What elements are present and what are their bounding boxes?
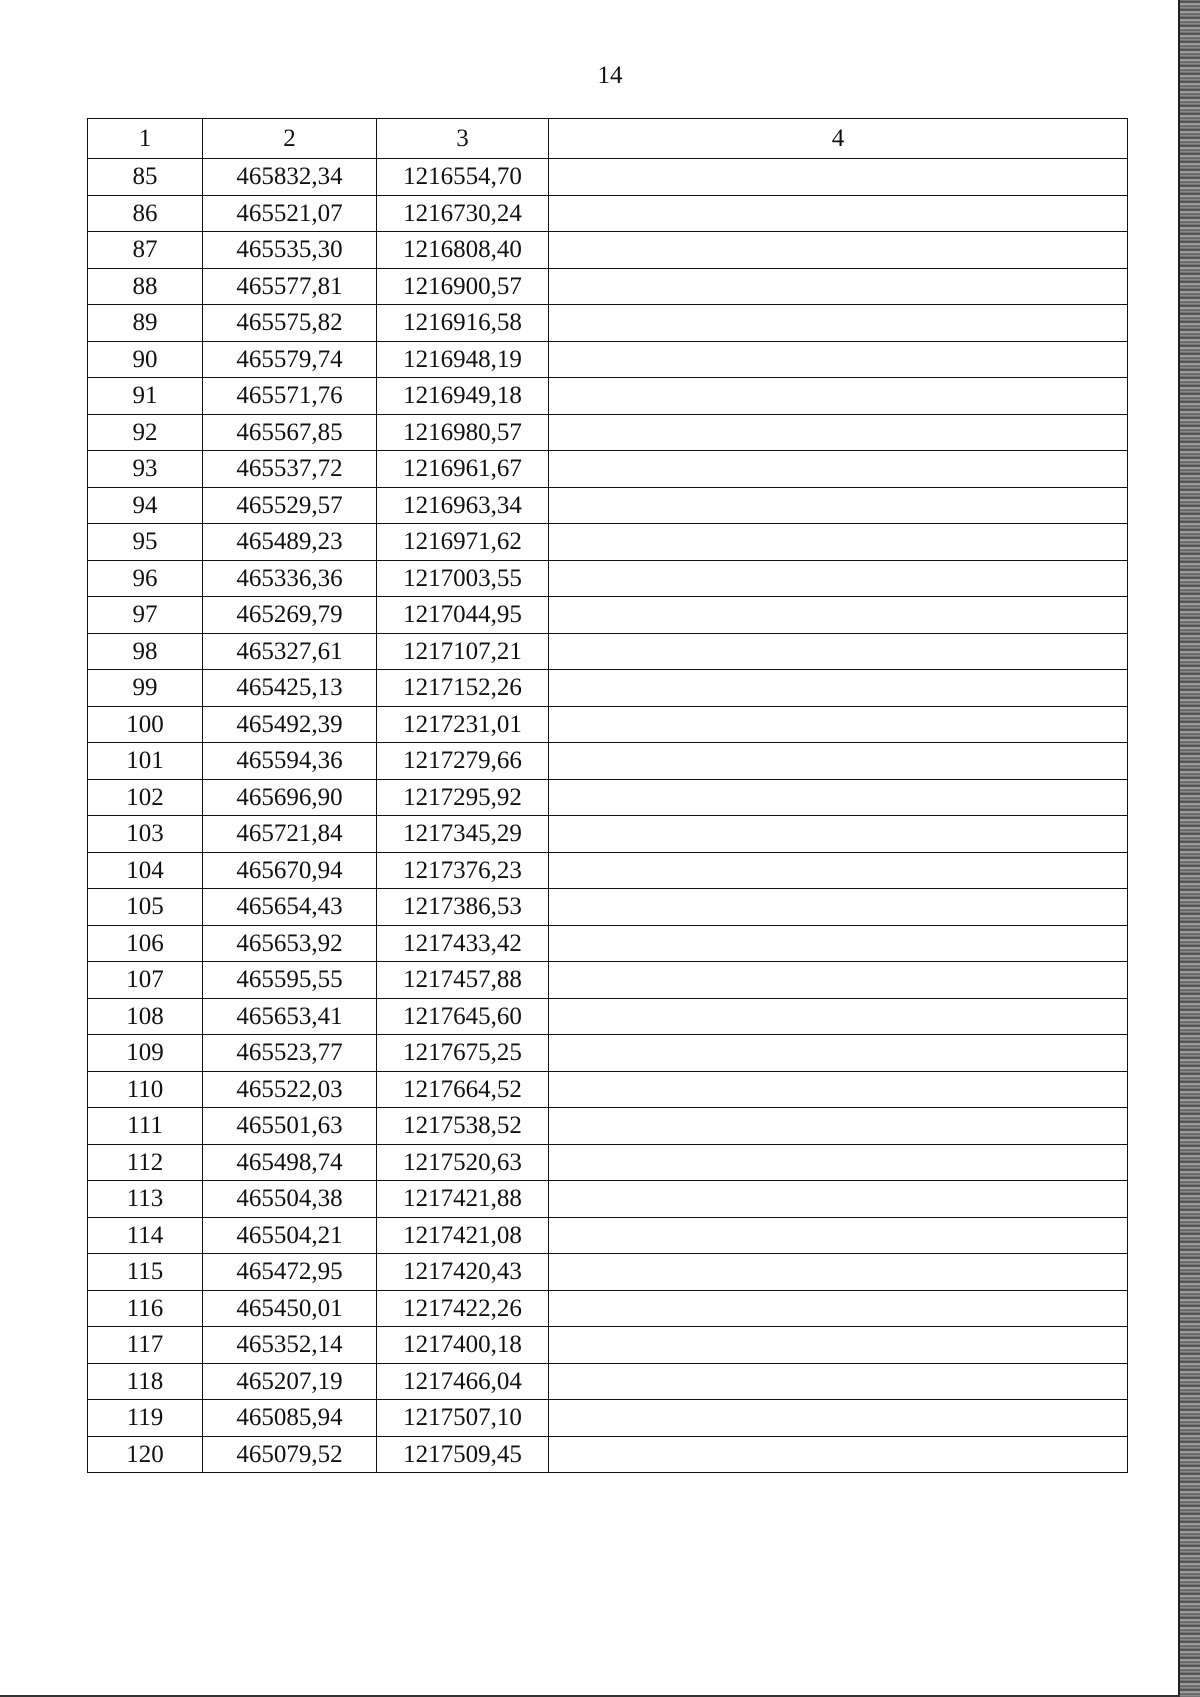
table-cell: 465498,74	[203, 1144, 377, 1181]
scan-edge-strip	[1178, 0, 1200, 1697]
header-cell: 3	[377, 119, 549, 159]
table-row	[88, 925, 1128, 962]
table-cell: 1217421,08	[377, 1217, 549, 1254]
table-cell	[549, 195, 1128, 232]
table-row	[88, 816, 1128, 853]
table-cell: 1217457,88	[377, 962, 549, 999]
table-row	[88, 597, 1128, 634]
table-cell	[549, 1108, 1128, 1145]
table-cell: 97	[88, 597, 203, 634]
table-cell: 465579,74	[203, 341, 377, 378]
table-cell: 1217664,52	[377, 1071, 549, 1108]
table-cell: 95	[88, 524, 203, 561]
table-cell	[549, 597, 1128, 634]
table-cell	[549, 1071, 1128, 1108]
table-cell: 465654,43	[203, 889, 377, 926]
table-row	[88, 1071, 1128, 1108]
table-cell: 85	[88, 159, 203, 196]
table-cell: 465567,85	[203, 414, 377, 451]
table-cell: 465352,14	[203, 1327, 377, 1364]
table-cell	[549, 1327, 1128, 1364]
table-row	[88, 779, 1128, 816]
table-cell: 1217433,42	[377, 925, 549, 962]
table-cell: 465523,77	[203, 1035, 377, 1072]
table-row	[88, 852, 1128, 889]
table-cell: 1216948,19	[377, 341, 549, 378]
table-cell	[549, 451, 1128, 488]
table-cell: 87	[88, 232, 203, 269]
table-row	[88, 268, 1128, 305]
table-cell: 104	[88, 852, 203, 889]
table-cell: 1217675,25	[377, 1035, 549, 1072]
table-row	[88, 232, 1128, 269]
table-cell: 109	[88, 1035, 203, 1072]
table-row	[88, 1181, 1128, 1218]
table-cell: 465721,84	[203, 816, 377, 853]
table-row	[88, 1217, 1128, 1254]
table-cell: 1217645,60	[377, 998, 549, 1035]
table-cell: 103	[88, 816, 203, 853]
table-row	[88, 1254, 1128, 1291]
table-row	[88, 962, 1128, 999]
table-cell: 1217421,88	[377, 1181, 549, 1218]
table-cell	[549, 1181, 1128, 1218]
table-row	[88, 195, 1128, 232]
table-cell: 93	[88, 451, 203, 488]
table-row	[88, 524, 1128, 561]
table-row	[88, 560, 1128, 597]
table-cell: 115	[88, 1254, 203, 1291]
table-cell: 106	[88, 925, 203, 962]
table-cell: 94	[88, 487, 203, 524]
table-cell: 465079,52	[203, 1436, 377, 1473]
table-cell: 92	[88, 414, 203, 451]
table-row	[88, 1144, 1128, 1181]
table-cell: 465521,07	[203, 195, 377, 232]
table-cell: 105	[88, 889, 203, 926]
table-cell	[549, 1254, 1128, 1291]
table-cell	[549, 633, 1128, 670]
table-cell: 465472,95	[203, 1254, 377, 1291]
table-cell: 112	[88, 1144, 203, 1181]
table-cell: 1217422,26	[377, 1290, 549, 1327]
table-cell: 1217520,63	[377, 1144, 549, 1181]
header-cell: 4	[549, 119, 1128, 159]
table-cell: 465535,30	[203, 232, 377, 269]
table-cell	[549, 487, 1128, 524]
table-cell: 91	[88, 378, 203, 415]
table-cell: 465085,94	[203, 1400, 377, 1437]
table-cell: 1217466,04	[377, 1363, 549, 1400]
table-cell	[549, 816, 1128, 853]
table-cell: 116	[88, 1290, 203, 1327]
table-cell: 1217295,92	[377, 779, 549, 816]
table-cell: 465670,94	[203, 852, 377, 889]
table-cell: 98	[88, 633, 203, 670]
table-row	[88, 451, 1128, 488]
table-cell: 465504,38	[203, 1181, 377, 1218]
table-cell: 465575,82	[203, 305, 377, 342]
table-cell: 465529,57	[203, 487, 377, 524]
table-cell	[549, 341, 1128, 378]
table-cell	[549, 1363, 1128, 1400]
table-cell: 1217231,01	[377, 706, 549, 743]
table-row	[88, 1290, 1128, 1327]
table-row	[88, 706, 1128, 743]
table-cell: 1216961,67	[377, 451, 549, 488]
table-row	[88, 341, 1128, 378]
table-cell: 118	[88, 1363, 203, 1400]
table-row	[88, 1436, 1128, 1473]
table-cell: 465594,36	[203, 743, 377, 780]
table-cell: 1216971,62	[377, 524, 549, 561]
table-cell: 1217420,43	[377, 1254, 549, 1291]
table-cell	[549, 159, 1128, 196]
table-cell	[549, 962, 1128, 999]
table-row	[88, 889, 1128, 926]
table-cell: 1217107,21	[377, 633, 549, 670]
header-cell: 1	[88, 119, 203, 159]
table-cell: 107	[88, 962, 203, 999]
table-row	[88, 633, 1128, 670]
table-row	[88, 998, 1128, 1035]
table-header-row	[88, 119, 1128, 159]
table-cell	[549, 1217, 1128, 1254]
table-cell	[549, 706, 1128, 743]
table-cell: 90	[88, 341, 203, 378]
table-cell	[549, 1290, 1128, 1327]
table-cell: 465696,90	[203, 779, 377, 816]
table-cell: 100	[88, 706, 203, 743]
table-cell: 465504,21	[203, 1217, 377, 1254]
table-cell: 465450,01	[203, 1290, 377, 1327]
header-cell: 2	[203, 119, 377, 159]
table-cell: 465832,34	[203, 159, 377, 196]
table-cell: 465522,03	[203, 1071, 377, 1108]
table-cell: 1217279,66	[377, 743, 549, 780]
table-cell: 88	[88, 268, 203, 305]
table-row	[88, 743, 1128, 780]
table-row	[88, 1035, 1128, 1072]
table-cell: 1217386,53	[377, 889, 549, 926]
table-cell	[549, 670, 1128, 707]
table-row	[88, 159, 1128, 196]
coordinates-table	[87, 118, 1128, 1473]
table-cell: 1216900,57	[377, 268, 549, 305]
table-cell: 119	[88, 1400, 203, 1437]
table-cell	[549, 998, 1128, 1035]
table-cell: 465577,81	[203, 268, 377, 305]
table-cell: 108	[88, 998, 203, 1035]
table-cell: 1217345,29	[377, 816, 549, 853]
page-number: 14	[597, 62, 623, 89]
table-row	[88, 1400, 1128, 1437]
table-cell	[549, 1035, 1128, 1072]
table-cell: 465492,39	[203, 706, 377, 743]
table-row	[88, 670, 1128, 707]
table-cell	[549, 560, 1128, 597]
table-cell: 1216963,34	[377, 487, 549, 524]
table-cell: 1217509,45	[377, 1436, 549, 1473]
table-cell: 465489,23	[203, 524, 377, 561]
table-cell: 1217507,10	[377, 1400, 549, 1437]
table-cell	[549, 1400, 1128, 1437]
table-row	[88, 305, 1128, 342]
table-cell: 1216730,24	[377, 195, 549, 232]
table-cell: 1216916,58	[377, 305, 549, 342]
table-cell: 120	[88, 1436, 203, 1473]
table-cell: 465653,41	[203, 998, 377, 1035]
table-cell	[549, 889, 1128, 926]
table-cell: 465571,76	[203, 378, 377, 415]
table-cell	[549, 524, 1128, 561]
table-cell	[549, 779, 1128, 816]
table-cell: 465425,13	[203, 670, 377, 707]
table-cell: 99	[88, 670, 203, 707]
table-cell	[549, 1436, 1128, 1473]
table-cell: 117	[88, 1327, 203, 1364]
table-cell: 1217003,55	[377, 560, 549, 597]
table-cell: 1216980,57	[377, 414, 549, 451]
table-cell: 1217376,23	[377, 852, 549, 889]
table-cell	[549, 743, 1128, 780]
table-cell	[549, 925, 1128, 962]
table-cell	[549, 305, 1128, 342]
table-cell: 111	[88, 1108, 203, 1145]
table-cell: 1217400,18	[377, 1327, 549, 1364]
table-cell: 465269,79	[203, 597, 377, 634]
table-cell: 101	[88, 743, 203, 780]
table-cell: 465537,72	[203, 451, 377, 488]
table-cell: 1217044,95	[377, 597, 549, 634]
table-cell	[549, 232, 1128, 269]
table-row	[88, 1108, 1128, 1145]
table-row	[88, 378, 1128, 415]
table-row	[88, 1327, 1128, 1364]
table-cell: 465653,92	[203, 925, 377, 962]
table-cell: 1217152,26	[377, 670, 549, 707]
table-cell	[549, 268, 1128, 305]
table-cell: 465501,63	[203, 1108, 377, 1145]
table-cell	[549, 852, 1128, 889]
table-cell: 96	[88, 560, 203, 597]
table-cell: 113	[88, 1181, 203, 1218]
table-cell: 102	[88, 779, 203, 816]
table-cell: 1216554,70	[377, 159, 549, 196]
table-row	[88, 414, 1128, 451]
table-cell: 1216808,40	[377, 232, 549, 269]
table-cell	[549, 378, 1128, 415]
table-cell: 1217538,52	[377, 1108, 549, 1145]
table-cell: 1216949,18	[377, 378, 549, 415]
table-cell	[549, 1144, 1128, 1181]
table-cell: 89	[88, 305, 203, 342]
table-cell: 465207,19	[203, 1363, 377, 1400]
table-cell: 114	[88, 1217, 203, 1254]
table-row	[88, 1363, 1128, 1400]
table-cell: 465327,61	[203, 633, 377, 670]
table-cell	[549, 414, 1128, 451]
table-cell: 465595,55	[203, 962, 377, 999]
table-cell: 465336,36	[203, 560, 377, 597]
table-cell: 110	[88, 1071, 203, 1108]
table-cell: 86	[88, 195, 203, 232]
table-row	[88, 487, 1128, 524]
